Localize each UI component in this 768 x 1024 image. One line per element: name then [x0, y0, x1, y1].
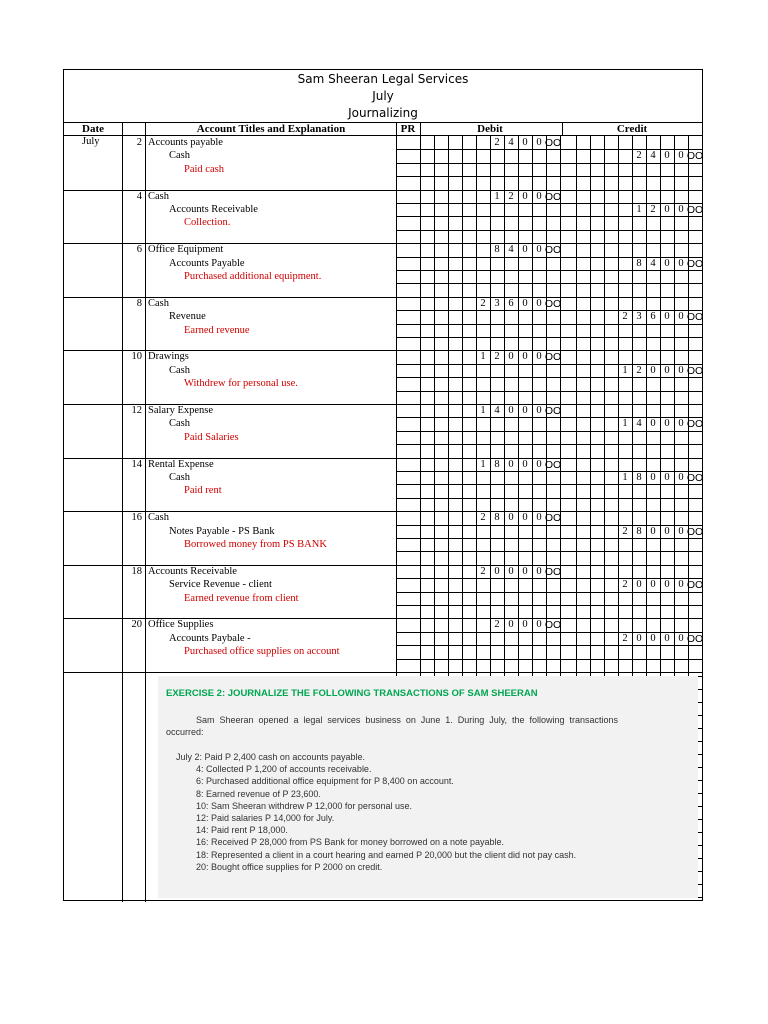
credit-account: Cash	[169, 364, 190, 376]
credit-digit: 0	[678, 150, 684, 162]
entry-divider	[64, 672, 702, 673]
credit-cents: OO	[686, 364, 704, 377]
entry-explanation: Borrowed money from PS BANK	[184, 539, 327, 550]
debit-digit: 0	[522, 458, 528, 470]
credit-digit: 0	[678, 311, 684, 323]
debit-digit: 2	[480, 565, 486, 577]
exercise-title: EXERCISE 2: JOURNALIZE THE FOLLOWING TRANSACTIONS OF SAM SHEERAN	[166, 688, 538, 699]
debit-digit: 0	[536, 190, 542, 202]
credit-cents: OO	[686, 204, 704, 216]
entry-explanation: Earned revenue	[184, 324, 250, 336]
credit-digit: 0	[664, 632, 670, 644]
credit-digit: 8	[636, 472, 642, 483]
credit-cents: OO	[686, 418, 704, 431]
credit-digit: 0	[664, 257, 670, 269]
grid-row-line	[396, 163, 702, 164]
debit-digit: 0	[536, 244, 542, 256]
exercise-intro: Sam Sheeran opened a legal services business on June 1. During July, the following transactions occurred:	[166, 715, 618, 737]
debit-digit: 2	[494, 619, 500, 631]
debit-digit: 0	[508, 512, 514, 524]
entry-explanation: Paid rent	[184, 485, 222, 497]
debit-account: Cash	[148, 190, 169, 202]
debit-digit: 0	[536, 512, 542, 524]
credit-digit: 0	[678, 257, 684, 269]
exercise-item: 14: Paid rent P 18,000.	[196, 825, 288, 836]
credit-cents: OO	[686, 525, 704, 538]
entry-day: 16	[131, 512, 142, 524]
debit-digit: 0	[508, 565, 514, 577]
debit-digit: 0	[508, 619, 514, 631]
debit-digit: 6	[508, 297, 514, 309]
credit-digit: 0	[678, 525, 684, 537]
grid-row-line	[396, 216, 702, 217]
grid-row-line	[396, 645, 702, 646]
credit-digit: 0	[678, 418, 684, 430]
entry-day: 8	[136, 297, 142, 309]
debit-digit: 4	[494, 405, 500, 416]
entry-day: 2	[136, 137, 142, 148]
entry-day: 4	[136, 190, 142, 202]
credit-digit: 1	[622, 472, 628, 483]
credit-digit: 0	[664, 472, 670, 483]
debit-digit: 3	[494, 297, 500, 309]
credit-column-header: Credit	[616, 123, 648, 135]
grid-row-line	[396, 592, 702, 593]
debit-digit: 1	[480, 458, 486, 470]
debit-cents: OO	[544, 297, 562, 310]
entry-explanation: Withdrew for personal use.	[184, 378, 298, 390]
debit-cents: OO	[544, 405, 562, 417]
credit-digit: 1	[622, 364, 628, 376]
credit-cents: OO	[686, 150, 704, 163]
header-bottom-rule	[64, 135, 702, 136]
debit-column-header: Debit	[477, 123, 503, 135]
credit-digit: 0	[650, 418, 656, 430]
debit-digit: 0	[522, 619, 528, 631]
debit-cents: OO	[544, 458, 562, 471]
debit-digit: 2	[494, 137, 500, 148]
debit-account: Drawings	[148, 351, 189, 363]
debit-account: Accounts payable	[148, 137, 223, 148]
credit-digit: 4	[636, 418, 642, 430]
entry-day: 20	[131, 619, 142, 631]
credit-account: Accounts Payable	[169, 257, 245, 269]
debit-digit: 0	[522, 512, 528, 524]
debit-account: Cash	[148, 297, 169, 309]
credit-cents: OO	[686, 311, 704, 324]
debit-digit: 0	[522, 244, 528, 256]
credit-digit: 0	[650, 632, 656, 644]
exercise-item: 20: Bought office supplies for P 2000 on credit.	[196, 861, 383, 872]
credit-digit: 0	[650, 472, 656, 483]
credit-digit: 3	[636, 311, 642, 323]
debit-digit: 0	[508, 458, 514, 470]
entry-day: 14	[131, 458, 142, 470]
credit-digit: 0	[664, 579, 670, 591]
credit-account: Accounts Receivable	[169, 204, 258, 215]
credit-cents: OO	[686, 632, 704, 645]
journal-title: Journalizing	[348, 106, 418, 120]
credit-cents: OO	[686, 472, 704, 484]
credit-digit: 0	[664, 204, 670, 215]
grid-row-line	[396, 337, 702, 338]
debit-digit: 0	[494, 565, 500, 577]
entry-day: 6	[136, 244, 142, 256]
exercise-item: 8: Earned revenue of P 23,600.	[196, 788, 321, 799]
credit-digit: 0	[636, 632, 642, 644]
credit-digit: 0	[650, 579, 656, 591]
debit-cents: OO	[544, 619, 562, 632]
entry-explanation: Paid cash	[184, 163, 224, 175]
debit-account: Rental Expense	[148, 458, 214, 470]
credit-digit: 1	[636, 204, 642, 215]
debit-account: Salary Expense	[148, 405, 214, 416]
credit-account: Notes Payable - PS Bank	[169, 525, 275, 537]
grid-row-line	[396, 551, 702, 552]
debit-digit: 0	[536, 351, 542, 363]
debit-digit: 0	[536, 458, 542, 470]
credit-digit: 6	[650, 311, 656, 323]
debit-account: Office Equipment	[148, 244, 224, 256]
account-column-header: Account Titles and Explanation	[196, 123, 346, 135]
debit-digit: 2	[508, 190, 514, 202]
company-title: Sam Sheeran Legal Services	[297, 72, 469, 86]
debit-digit: 8	[494, 458, 500, 470]
credit-digit: 8	[636, 257, 642, 269]
credit-digit: 2	[622, 525, 628, 537]
debit-digit: 2	[480, 512, 486, 524]
grid-row-line	[396, 431, 702, 432]
debit-account: Cash	[148, 512, 169, 524]
grid-row-line	[396, 283, 702, 284]
credit-digit: 0	[678, 204, 684, 215]
grid-row-line	[396, 498, 702, 499]
credit-digit: 8	[636, 525, 642, 537]
grid-row-line	[396, 230, 702, 231]
credit-digit: 0	[664, 525, 670, 537]
debit-digit: 0	[508, 351, 514, 363]
debit-digit: 0	[508, 405, 514, 416]
debit-account: Accounts Receivable	[148, 565, 237, 577]
debit-digit: 0	[536, 565, 542, 577]
exercise-item: July 2: Paid P 2,400 cash on accounts payable.	[176, 752, 365, 762]
exercise-item: 10: Sam Sheeran withdrew P 12,000 for personal use.	[196, 800, 412, 811]
entry-day: 18	[131, 565, 142, 577]
debit-cents: OO	[544, 190, 562, 203]
credit-account: Cash	[169, 418, 190, 430]
credit-digit: 0	[678, 364, 684, 376]
debit-cents: OO	[544, 565, 562, 578]
credit-digit: 2	[622, 632, 628, 644]
credit-account: Cash	[169, 150, 190, 162]
entry-explanation: Collection.	[184, 217, 231, 229]
debit-cents: OO	[544, 512, 562, 525]
credit-account: Accounts Paybale -	[169, 632, 251, 644]
exercise-item: 12: Paid salaries P 14,000 for July.	[196, 813, 335, 823]
exercise-item: 18: Represented a client in a court hearing and earned P 20,000 but the client did not pay cash.	[196, 849, 577, 860]
credit-digit: 2	[622, 579, 628, 591]
pr-header-divider	[396, 122, 397, 136]
debit-digit: 0	[522, 405, 528, 416]
debit-digit: 0	[522, 297, 528, 309]
credit-account: Revenue	[169, 311, 206, 323]
credit-digit: 2	[622, 311, 628, 323]
exercise-item: 6: Purchased additional office equipment for P 8,400 on account.	[196, 776, 454, 787]
grid-row-line	[396, 377, 702, 378]
credit-header-divider	[562, 122, 563, 136]
grid-row-line	[396, 605, 702, 606]
sheet-bottom-rule	[64, 900, 702, 901]
grid-row-line	[396, 538, 702, 539]
credit-digit: 0	[636, 579, 642, 591]
debit-digit: 1	[480, 405, 486, 416]
credit-digit: 0	[650, 525, 656, 537]
entry-day: 10	[131, 351, 142, 363]
debit-cents: OO	[544, 351, 562, 364]
debit-digit: 0	[522, 565, 528, 577]
debit-digit: 1	[494, 190, 500, 202]
credit-cents: OO	[686, 579, 704, 592]
debit-cents: OO	[544, 244, 562, 257]
debit-digit: 4	[508, 137, 514, 148]
entry-day: 12	[131, 405, 142, 416]
debit-digit: 0	[536, 137, 542, 148]
debit-digit: 0	[536, 619, 542, 631]
credit-account: Service Revenue - client	[169, 579, 272, 591]
debit-digit: 0	[522, 190, 528, 202]
entry-explanation: Purchased office supplies on account	[184, 646, 340, 658]
credit-digit: 4	[650, 257, 656, 269]
debit-digit: 0	[522, 137, 528, 148]
debit-digit: 2	[494, 351, 500, 363]
entry-explanation: Earned revenue from client	[184, 592, 299, 604]
debit-digit: 0	[536, 297, 542, 309]
debit-digit: 0	[536, 405, 542, 416]
debit-digit: 8	[494, 244, 500, 256]
debit-cents: OO	[544, 137, 562, 149]
credit-digit: 4	[650, 150, 656, 162]
debit-digit: 2	[480, 297, 486, 309]
debit-digit: 4	[508, 244, 514, 256]
entry-explanation: Purchased additional equipment.	[184, 271, 322, 282]
period-title: July	[372, 89, 394, 103]
credit-digit: 0	[664, 418, 670, 430]
debit-digit: 0	[522, 351, 528, 363]
credit-account: Cash	[169, 472, 190, 483]
grid-row-line	[396, 324, 702, 325]
grid-row-line	[396, 176, 702, 177]
credit-digit: 1	[622, 418, 628, 430]
debit-digit: 1	[480, 351, 486, 363]
debit-header-divider	[420, 122, 421, 136]
exercise-item: 4: Collected P 1,200 of accounts receivable.	[196, 764, 372, 775]
month-label: July	[82, 136, 100, 147]
credit-digit: 0	[664, 364, 670, 376]
credit-digit: 0	[650, 364, 656, 376]
exercise-panel	[158, 676, 698, 898]
credit-digit: 2	[636, 150, 642, 162]
exercise-item: 16: Received P 28,000 from PS Bank for money borrowed on a note payable.	[196, 837, 505, 848]
date-column-header: Date	[82, 123, 104, 135]
pr-column-header: PR	[400, 123, 416, 135]
credit-digit: 0	[678, 632, 684, 644]
entry-explanation: Paid Salaries	[184, 431, 239, 443]
credit-digit: 0	[678, 472, 684, 483]
credit-digit: 0	[664, 311, 670, 323]
debit-account: Office Supplies	[148, 619, 214, 631]
journal-sheet	[63, 69, 703, 901]
credit-digit: 0	[664, 150, 670, 162]
grid-row-line	[396, 444, 702, 445]
credit-cents: OO	[686, 257, 704, 270]
grid-row-line	[396, 391, 702, 392]
grid-row-line	[396, 484, 702, 485]
credit-digit: 0	[678, 579, 684, 591]
grid-row-line	[396, 659, 702, 660]
grid-row-line	[396, 270, 702, 271]
credit-digit: 2	[650, 204, 656, 215]
debit-digit: 8	[494, 512, 500, 524]
credit-digit: 2	[636, 364, 642, 376]
